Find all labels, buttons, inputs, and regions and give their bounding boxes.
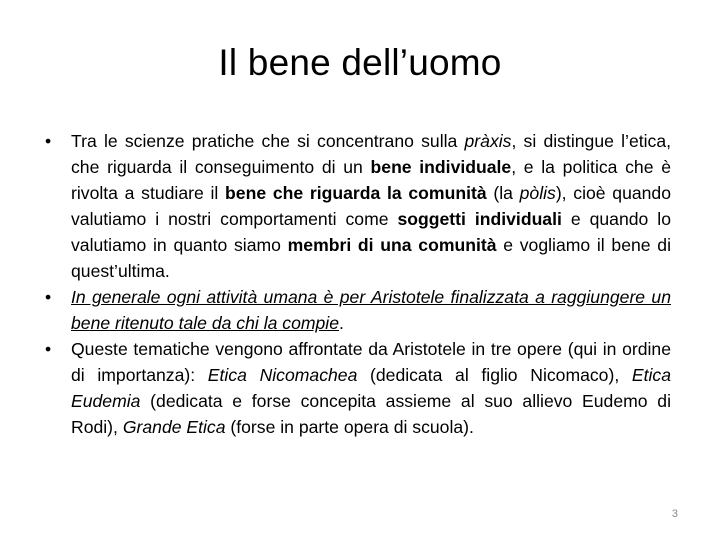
work-title-grande-etica: Grande Etica [122, 417, 226, 437]
bullet-list [45, 128, 671, 440]
bullet-text: (dedicata al figlio Nicomaco), [357, 365, 632, 385]
bullet-text: e quando lo valutiamo in quanto siamo [71, 209, 671, 255]
term-soggetti-individuali: soggetti individuali [397, 209, 562, 229]
bullet-text: (la [486, 183, 520, 203]
bullet-marker: • [45, 131, 52, 151]
bullet-marker: • [45, 339, 52, 359]
bullet-text: e vogliamo il bene di quest’ultima. [71, 235, 671, 281]
bullet-text: , si distingue l’etica, che riguarda il conseguimento di un [71, 131, 671, 177]
bullet-text: . [339, 313, 344, 333]
bullet-text: (forse in parte opera di scuola). [225, 417, 474, 437]
bullet-item-praxis [45, 128, 671, 284]
slide-title: Il bene dell’uomo [218, 42, 502, 83]
page-number: 3 [671, 508, 678, 520]
bullet-text: ), cioè quando valutiamo i nostri comportamenti come [71, 183, 671, 229]
bullet-text: Queste tematiche vengono affrontate da Aristotele in tre opere (qui in ordine di importanza): [71, 339, 671, 385]
term-polis: pòlis [519, 183, 556, 203]
bullet-text: , e la politica che è rivolta a studiare il [71, 157, 671, 203]
term-praxis: pràxis [464, 131, 512, 151]
term-membri-comunita: membri di una comunità [287, 235, 497, 255]
bullet-marker: • [45, 287, 52, 307]
bullet-text: (dedicata e forse concepita assieme al suo allievo Eudemo di Rodi), [71, 391, 671, 437]
term-bene-comunita: bene che riguarda la comunità [225, 183, 487, 203]
bullet-item-attivita [45, 284, 671, 336]
term-bene-individuale: bene individuale [370, 157, 512, 177]
bullet-text: Tra le scienze pratiche che si concentrano sulla [71, 131, 465, 151]
bullet-item-opere [45, 336, 671, 440]
work-title-eudemia: Etica Eudemia [71, 365, 671, 411]
work-title-nicomachea: Etica Nicomachea [207, 365, 358, 385]
underlined-statement: In generale ogni attività umana è per Aristotele finalizzata a raggiungere un bene ritenuto tale da chi la compie [71, 287, 671, 333]
